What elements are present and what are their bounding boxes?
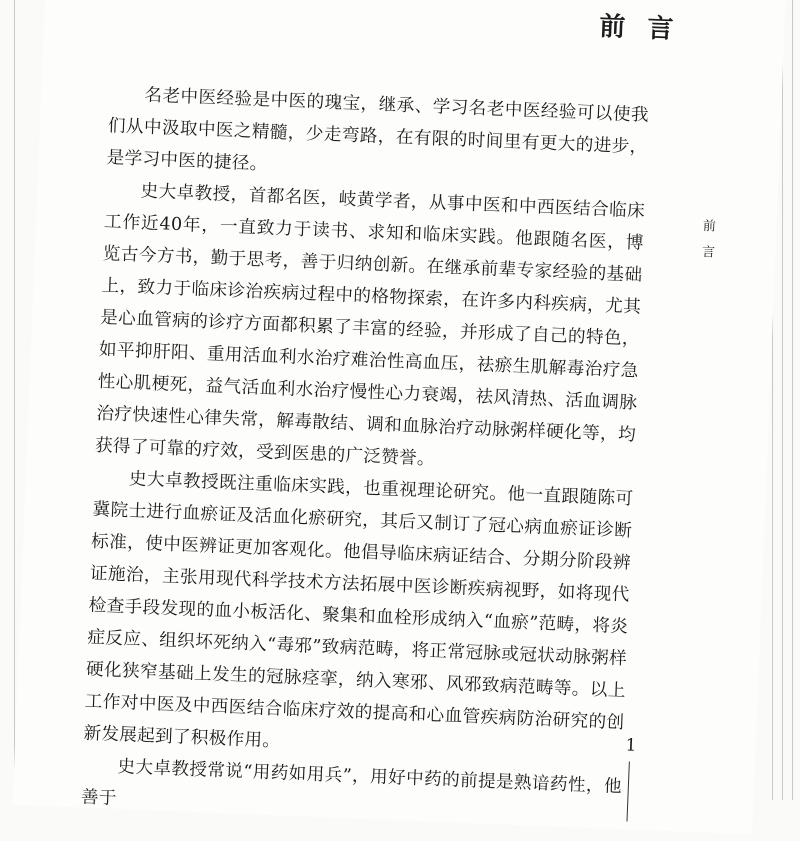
page-stack-edge <box>792 0 793 800</box>
page-stack-edge <box>782 0 783 800</box>
paragraph-1: 名老中医经验是中医的瑰宝，继承、学习名老中医经验可以使我们从中汲取中医之精髓，少走弯路，在有限的时间里有更大的进步，是学习中医的捷径。 <box>106 85 650 175</box>
page-edge-rule <box>626 761 629 821</box>
preface-body <box>80 78 649 835</box>
page-title: 前言 <box>598 11 696 46</box>
paragraph-4: 史大卓教授常说“用药如用兵”，用好中药的前提是熟谙药性，他善于 <box>80 756 623 809</box>
page-stack-edge <box>14 0 15 800</box>
document-page <box>13 0 788 834</box>
paragraph-3: 史大卓教授既注重临床实践，也重视理论研究。他一直跟随陈可冀院士进行血瘀证及活血化瘀研究，其后又制订了冠心病血瘀证诊断标准，使中医辨证更加客观化。他倡导临床病证结合、分期分阶段辨证施治，主张用现代科学技术方法拓展中医诊断疾病视野，如将现代检查手段发现的血小板活化、聚集和血栓形成纳入“血瘀”范畴，将炎症反应、组织坏死纳入“毒邪”致病范畴，将正常冠脉或冠状动脉粥样硬化狭窄基础上发生的冠脉痉挛，纳入寒邪、风邪致病范畴等。以上工作对中医及中西医结合临床疗效的提高和心血管疾病防治研究的创新发展起到了积极作用。 <box>83 469 634 752</box>
page-number: 1 <box>625 735 637 756</box>
side-running-title: 前言 <box>701 219 717 261</box>
paragraph-2: 史大卓教授，首都名医，岐黄学者，从事中医和中西医结合临床工作近40年，一直致力于读书、求知和临床实践。他跟随名医，博览古今方书，勤于思考，善于归纳创新。在继承前辈专家经验的基础上，致力于临床诊治疾病过程中的格物探索，在许多内科疾病，尤其是心血管病的诊疗方面都积累了丰富的经验，并形成了自己的特色，如平抑肝阳、重用活血利水治疗难治性高血压，祛瘀生肌解毒治疗急性心肌梗死，益气活血利水治疗慢性心力衰竭，祛风清热、活血调脉治疗快速性心律失常，解毒散结、调和血脉治疗动脉粥样硬化等，均获得了可靠的疗效，受到医患的广泛赞誉。 <box>94 181 646 470</box>
